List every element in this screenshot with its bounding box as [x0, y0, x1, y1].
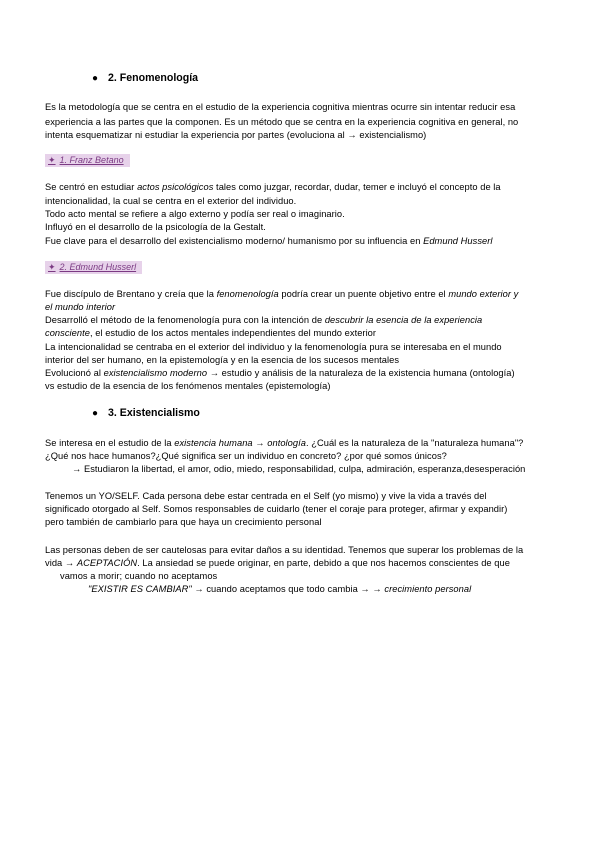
text-line: Las personas deben de ser cautelosas para evitar daños a su identidad. Tenemos que superar los problemas de la — [45, 545, 524, 555]
text-line: Tenemos un YO/SELF. Cada persona debe estar centrada en el Self (yo mismo) y vive la vida a través del — [45, 491, 487, 501]
subheading-label: 2. Edmund Husserl — [59, 262, 137, 272]
text-line: Fue discípulo de Brentano y creía que la fenomenología podría crear un puente objetivo entre el mundo exterior y — [45, 289, 519, 299]
text-line: Evolucionó al existencialismo moderno → estudio y análisis de la naturaleza de la existencia humana (ontología) — [45, 368, 515, 378]
text-line: Desarrolló el método de la fenomenología pura con la intención de descubrir la esencia de la experiencia — [45, 315, 483, 325]
text-line: Fue clave para el desarrollo del existencialismo moderno/ humanismo por su influencia en Edmund Husserl — [45, 236, 493, 246]
text-line: interior del ser humano, en la epistemología y en la esencia de los sucesos mentales — [45, 355, 400, 365]
text-line: pero también de cambiarlo para que haya un crecimiento personal — [45, 517, 322, 527]
section-heading-fenomenologia — [92, 72, 198, 84]
heading-text: 2. Fenomenología — [108, 72, 199, 84]
text-line: La intencionalidad se centraba en el exterior del individuo y la fenomenología pura se interesaba en el mundo — [45, 342, 502, 352]
text-line: Influyó en el desarrollo de la psicología de la Gestalt. — [45, 222, 266, 232]
subheading-label: 1. Franz Betano — [59, 155, 124, 165]
bullet-icon: ● — [92, 73, 99, 84]
text-line: vida → ACEPTACIÓN. La ansiedad se puede originar, en parte, debido a que nos hacemos conscientes de que — [45, 558, 510, 568]
bullet-icon: ● — [92, 408, 99, 419]
sparkle-icon: ✦ — [48, 262, 56, 272]
text-line: → Estudiaron la libertad, el amor, odio, miedo, responsabilidad, culpa, admiración, esperanza,desesperación — [72, 464, 526, 474]
text-line: significado otorgado al Self. Somos responsables de cuidarlo (tener el coraje para proteger, afirmar y expandir) — [45, 504, 508, 514]
text-line: Se interesa en el estudio de la existencia humana → ontología. ¿Cuál es la naturaleza de la "naturaleza humana"? — [45, 438, 524, 448]
subheading-edmund-husserl — [45, 261, 142, 274]
text-line: el mundo interior — [45, 302, 116, 312]
text-line: Todo acto mental se refiere a algo externo y podía ser real o imaginario. — [45, 209, 345, 219]
text-line: vamos a morir; cuando no aceptamos — [60, 571, 218, 581]
text-line: ¿Qué nos hace humanos?¿Qué significa ser un individuo en concreto? ¿por qué somos únicos? — [45, 451, 447, 461]
intro-line: Es la metodología que se centra en el estudio de la experiencia cognitiva mientras ocurre sin intentar reducir esa — [45, 102, 516, 112]
heading-text: 3. Existencialismo — [108, 407, 200, 419]
intro-line: experiencia a las partes que la componen. Es un método que se centra en la experiencia cognitiva en general, no — [45, 117, 519, 127]
text-line: "EXISTIR ES CAMBIAR" → cuando aceptamos que todo cambia → → crecimiento personal — [88, 584, 472, 594]
intro-line: intenta esquematizar ni estudiar la experiencia por partes (evoluciona al → existencialismo) — [45, 130, 427, 140]
sparkle-icon: ✦ — [48, 155, 56, 165]
text-line: consciente, el estudio de los actos mentales independientes del mundo exterior — [45, 328, 377, 338]
text-line: intencionalidad, la cual se centra en el exterior del individuo. — [45, 196, 297, 206]
section-heading-existencialismo — [92, 407, 200, 419]
text-line: vs estudio de la esencia de los fenómenos mentales (epistemología) — [45, 381, 331, 391]
text-line: Se centró en estudiar actos psicológicos tales como juzgar, recordar, dudar, temer e incluyó el concepto de la — [45, 182, 501, 192]
subheading-franz-betano — [45, 154, 130, 167]
